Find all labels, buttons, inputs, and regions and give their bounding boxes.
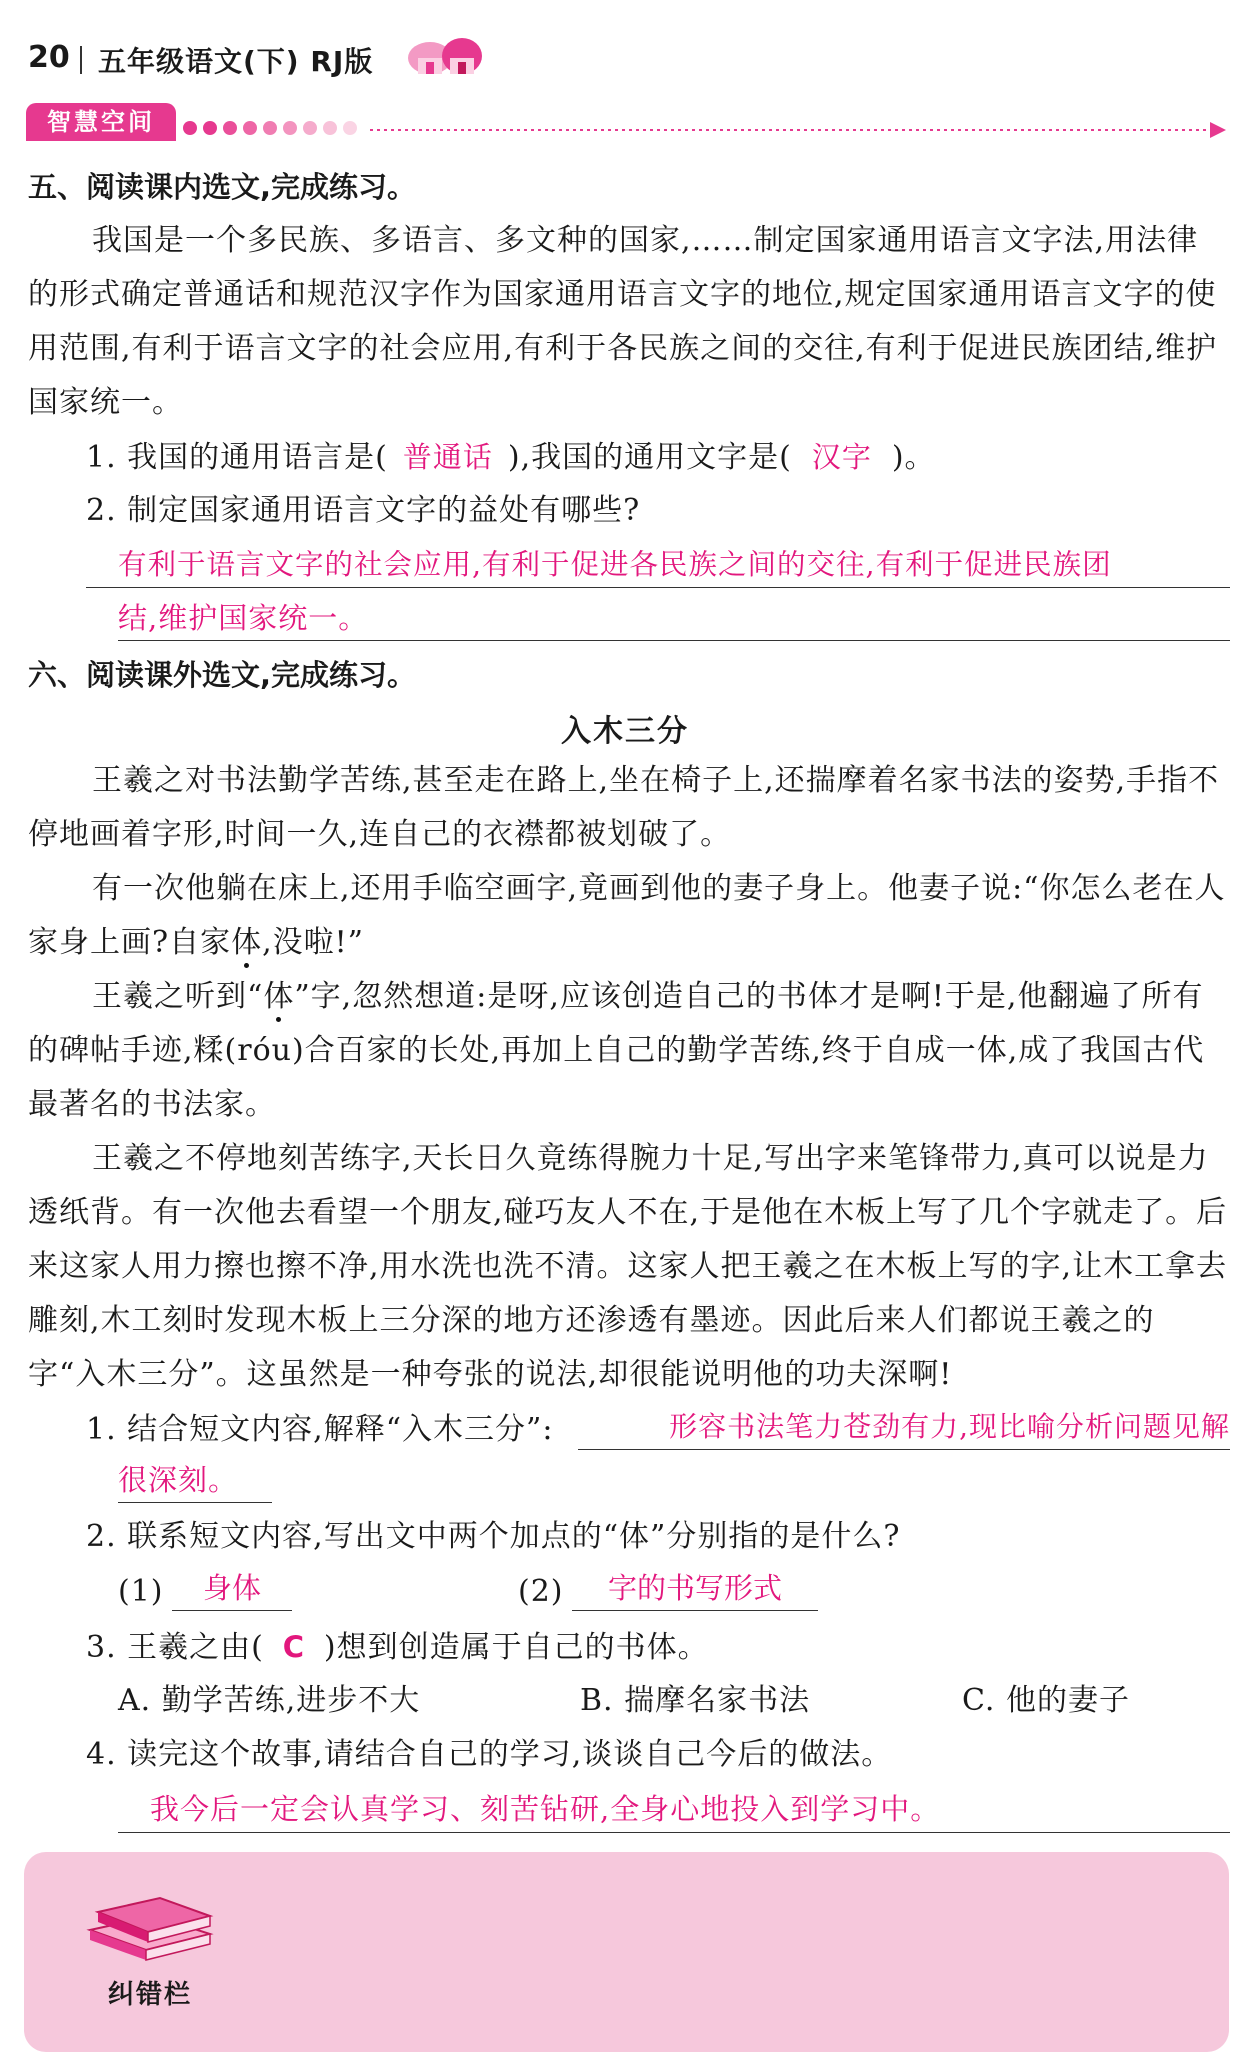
option-c: C. 他的妻子 xyxy=(962,1683,1130,1718)
question-number: 4 xyxy=(86,1737,107,1772)
s6-question-2: 2. 联系短文内容,写出文中两个加点的“体”分别指的是什么? xyxy=(86,1519,901,1554)
option-a: A. 勤学苦练,进步不大 xyxy=(118,1683,421,1718)
option-b: B. 揣摩名家书法 xyxy=(580,1683,811,1718)
header-divider xyxy=(80,46,82,74)
article-paragraph-4: 王羲之不停地刻苦练字,天长日久竟练得腕力十足,写出字来笔锋带力,真可以说是力透纸背。有一次他去看望一个朋友,碰巧友人不在,于是他在木板上写了几个字就走了。后来这家人用力擦也擦不净,用水洗也洗不清。这家人把王羲之在木板上写的字,让木工拿去雕刻,木工刻时发现木板上三分深的地方还渗透有墨迹。因此后来人们都说王羲之的字“入木三分”。这虽然是一种夸张的说法,却很能说明他的功夫深啊! xyxy=(28,1141,1228,1392)
answer-hanzi: 汉字 xyxy=(811,440,872,474)
book-title: 五年级语文(下) RJ版 xyxy=(98,45,374,78)
article-paragraph-1: 王羲之对书法勤学苦练,甚至走在路上,坐在椅子上,还揣摩着名家书法的姿势,手指不停地画着字形,时间一久,连自己的衣襟都被划破了。 xyxy=(28,763,1220,852)
text-run: ”字,忽然想道:是呀,应该创造自己的书体才是啊!于是,他翻遍了所有的碑帖手迹,糅(róu)合百家的长处,再加上自己的勤学苦练,终于自成一体,成了我国古代最著名的书法家。 xyxy=(28,979,1205,1122)
dotted-ti-2: 体 xyxy=(263,979,295,1014)
page-number: 20 xyxy=(28,40,70,75)
article-title: 入木三分 xyxy=(561,714,689,749)
s6-q2-answer-1: 身体 xyxy=(172,1566,292,1611)
question-number: 2 xyxy=(86,1519,107,1554)
question-text: 结合短文内容,解释“入木三分”: xyxy=(127,1412,554,1447)
question-text: 制定国家通用语言文字的益处有哪些? xyxy=(127,493,641,528)
dotted-ti-1: 体 xyxy=(231,925,263,960)
s5-question-1: 1. 我国的通用语言是( 普通话 ),我国的通用文字是( 汉字 )。 xyxy=(86,437,936,478)
s6-question-3: 3. 王羲之由( C )想到创造属于自己的书体。 xyxy=(86,1627,709,1668)
section5-passage: 我国是一个多民族、多语言、多文种的国家,……制定国家通用语言文字法,用法律的形式确定普通话和规范汉字作为国家通用语言文字的地位,规定国家通用语言文字的使用范围,有利于语言文字的社会应用,有利于各民族之间的交往,有利于促进民族团结,维护国家统一。 xyxy=(28,223,1218,420)
s6-q1-answer-line2: 很深刻。 xyxy=(118,1458,272,1503)
banner-tab: 智慧空间 xyxy=(26,103,176,141)
answer-mandarin: 普通话 xyxy=(402,440,493,474)
text-run: 有一次他躺在床上,还用手临空画字,竟画到他的妻子身上。他妻子说:“你怎么老在人家身上画?自家 xyxy=(28,871,1226,960)
question-number: 2 xyxy=(86,493,107,528)
books-icon xyxy=(84,1886,216,1964)
s6-q2-label-2: (2) xyxy=(518,1574,564,1609)
question-text: )。 xyxy=(891,440,936,475)
s6-q3-answer: C xyxy=(282,1630,306,1664)
banner-dot-line xyxy=(180,112,1230,142)
question-text: 王羲之由( xyxy=(127,1630,264,1665)
question-text: 联系短文内容,写出文中两个加点的“体”分别指的是什么? xyxy=(127,1519,901,1554)
s5-q2-answer-line2: 结,维护国家统一。 xyxy=(118,596,1230,641)
article-paragraph-2 xyxy=(28,862,1228,970)
s6-q2-label-1: (1) xyxy=(118,1574,164,1609)
s5-question-2: 2. 制定国家通用语言文字的益处有哪些? xyxy=(86,493,641,528)
house-logo-icon xyxy=(404,28,486,76)
question-number: 3 xyxy=(86,1630,107,1665)
text-run: ,没啦!” xyxy=(262,925,365,960)
question-number: 1 xyxy=(86,1412,107,1447)
section6-title: 六、阅读课外选文,完成练习。 xyxy=(28,658,417,692)
correction-label: 纠错栏 xyxy=(108,1980,193,2010)
section5-title: 五、阅读课内选文,完成练习。 xyxy=(28,170,417,204)
s6-q2-answer-2: 字的书写形式 xyxy=(572,1566,818,1611)
s6-question-1: 1. 结合短文内容,解释“入木三分”: xyxy=(86,1412,554,1447)
question-text: 我国的通用语言是( xyxy=(127,440,388,475)
article-paragraph-3 xyxy=(28,970,1228,1132)
s6-question-4: 4. 读完这个故事,请结合自己的学习,谈谈自己今后的做法。 xyxy=(86,1737,893,1772)
question-number: 1 xyxy=(86,440,107,475)
question-text: ),我国的通用文字是( xyxy=(507,440,792,475)
s5-q2-answer-line1: 有利于语言文字的社会应用,有利于促进各民族之间的交往,有利于促进民族团 xyxy=(86,543,1230,588)
question-text: 读完这个故事,请结合自己的学习,谈谈自己今后的做法。 xyxy=(127,1737,893,1772)
question-text: )想到创造属于自己的书体。 xyxy=(323,1630,709,1665)
s6-q4-answer: 我今后一定会认真学习、刻苦钻研,全身心地投入到学习中。 xyxy=(118,1786,1230,1833)
text-run: 王羲之听到“ xyxy=(92,979,264,1014)
s6-q1-answer-line1: 形容书法笔力苍劲有力,现比喻分析问题见解 xyxy=(578,1405,1230,1450)
